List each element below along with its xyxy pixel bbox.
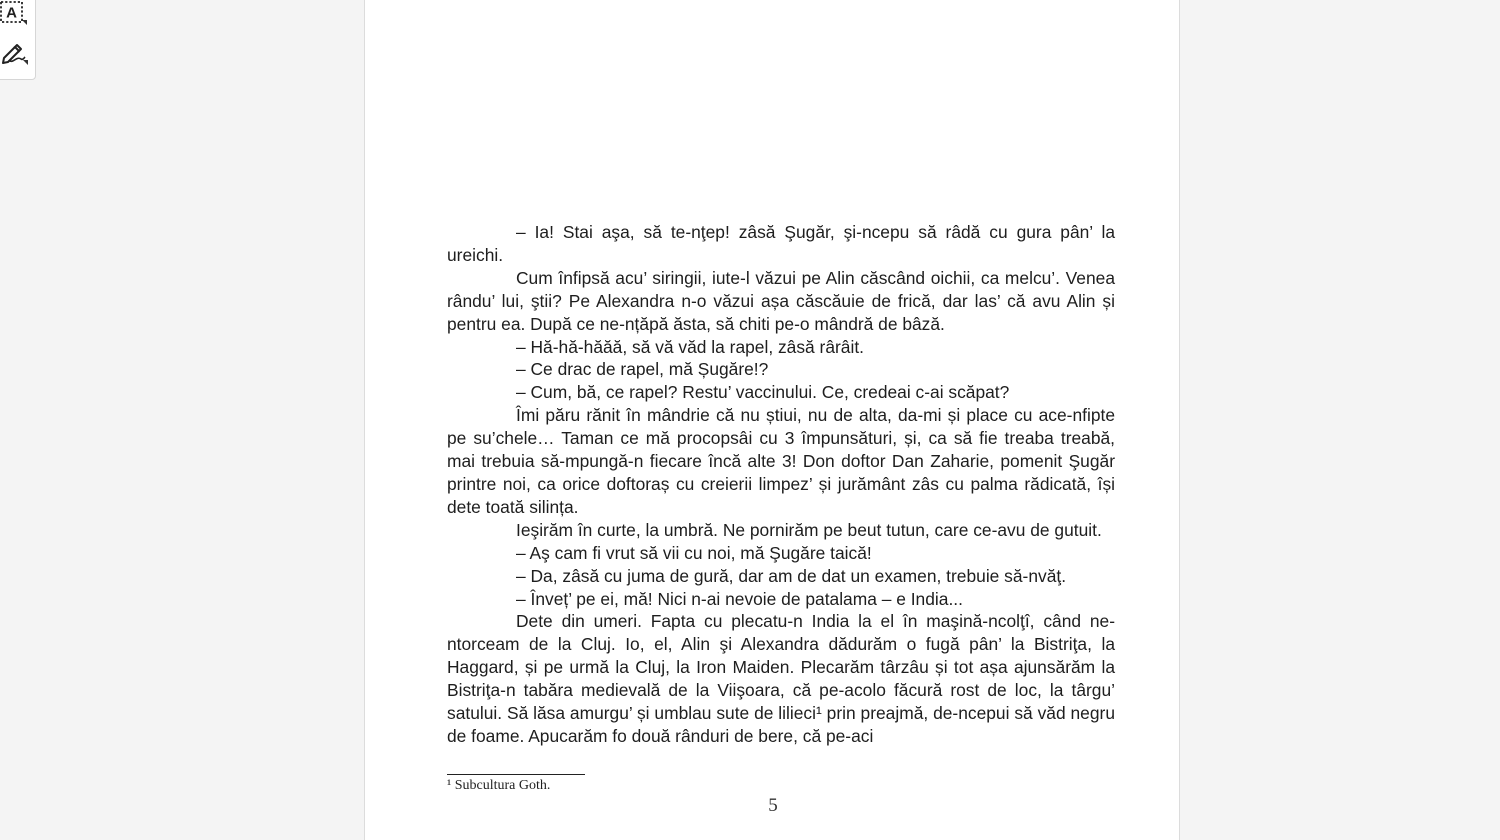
annotation-toolbar <box>0 0 36 80</box>
text-box-icon <box>0 0 33 33</box>
paragraph: – Cum, bă, ce rapel? Restu’ vaccinului. Ce, credeai c-ai scăpat? <box>516 382 1010 403</box>
footnote-separator <box>447 774 585 775</box>
paragraph: – Hă-hă-hăăă, să vă văd la rapel, zâsă rârâit. <box>516 336 864 357</box>
paragraph: – Ia! Stai aşa, să te-nţep! zâsă Şugăr, şi-ncepu să râdă cu gura pân’ la ureichi. <box>447 222 1115 265</box>
draw-tool-button[interactable] <box>0 37 33 71</box>
document-page <box>364 0 1180 840</box>
paragraph: Îmi păru rănit în mândrie că nu știui, nu de alta, da-mi și place cu ace-nfipte pe su’chele… Taman ce mă procopsâi cu 3 împunsături, și, ca să fie treaba treabă, mai trebuia să-mpungă-n fiecare încă alte 3! Don doftor Dan Zaharie, pomenit Şugăr printre noi, ca orice doftoraș cu creierii limpez’ și jurământ zâs cu palma rădicată, își dete toată silința. <box>447 405 1115 517</box>
paragraph: Dete din umeri. Fapta cu plecatu-n India la el în maşină-ncolţî, când ne-ntorceam de la Cluj. Io, el, Alin şi Alexandra dădurăm o fugă pân’ la Bistriţa, la Haggard, și pe urmă la Cluj, la Iron Maiden. Plecarăm târzâu și tot așa ajunsărăm la Bistriţa-n tabăra medievală de la Viişoara, că pe-acolo făcură rost de loc, la târgu’ satului. Să lăsa amurgu’ și umblau sute de lilieci¹ prin preajmă, de-ncepui să văd negru de foame. Apucarăm fo două rânduri de bere, că pe-aci <box>447 611 1115 746</box>
paragraph: Ieşirăm în curte, la umbră. Ne pornirăm pe beut tutun, care ce-avu de gutuit. <box>516 519 1102 540</box>
page-number: 5 <box>768 795 778 816</box>
paragraph: Cum înfipsă acu’ siringii, iute-l văzui pe Alin căscând oichii, ca melcu’. Venea rându’ lui, ştii? Pe Alexandra n-o văzui așa căscăuie de frică, dar las’ că avu Alin și pentru ea. După ce ne-nțăpă ăsta, să chiti pe-o mândră de bâză. <box>447 267 1115 334</box>
paragraph: – Ce drac de rapel, mă Șugăre!? <box>516 359 769 380</box>
draw-pen-icon <box>0 37 33 71</box>
page-body-text <box>447 221 1115 748</box>
paragraph: – Aş cam fi vrut să vii cu noi, mă Şugăre taică! <box>516 542 872 563</box>
paragraph: – Da, zâsă cu juma de gură, dar am de dat un examen, trebuie să-nvăţ. <box>516 565 1067 586</box>
text-box-tool-button[interactable] <box>0 0 33 33</box>
footnote: ¹ Subcultura Goth. <box>447 778 551 793</box>
paragraph: – Înveț’ pe ei, mă! Nici n-ai nevoie de patalama – e India... <box>516 588 963 609</box>
text-box-glyph: A <box>6 4 17 22</box>
